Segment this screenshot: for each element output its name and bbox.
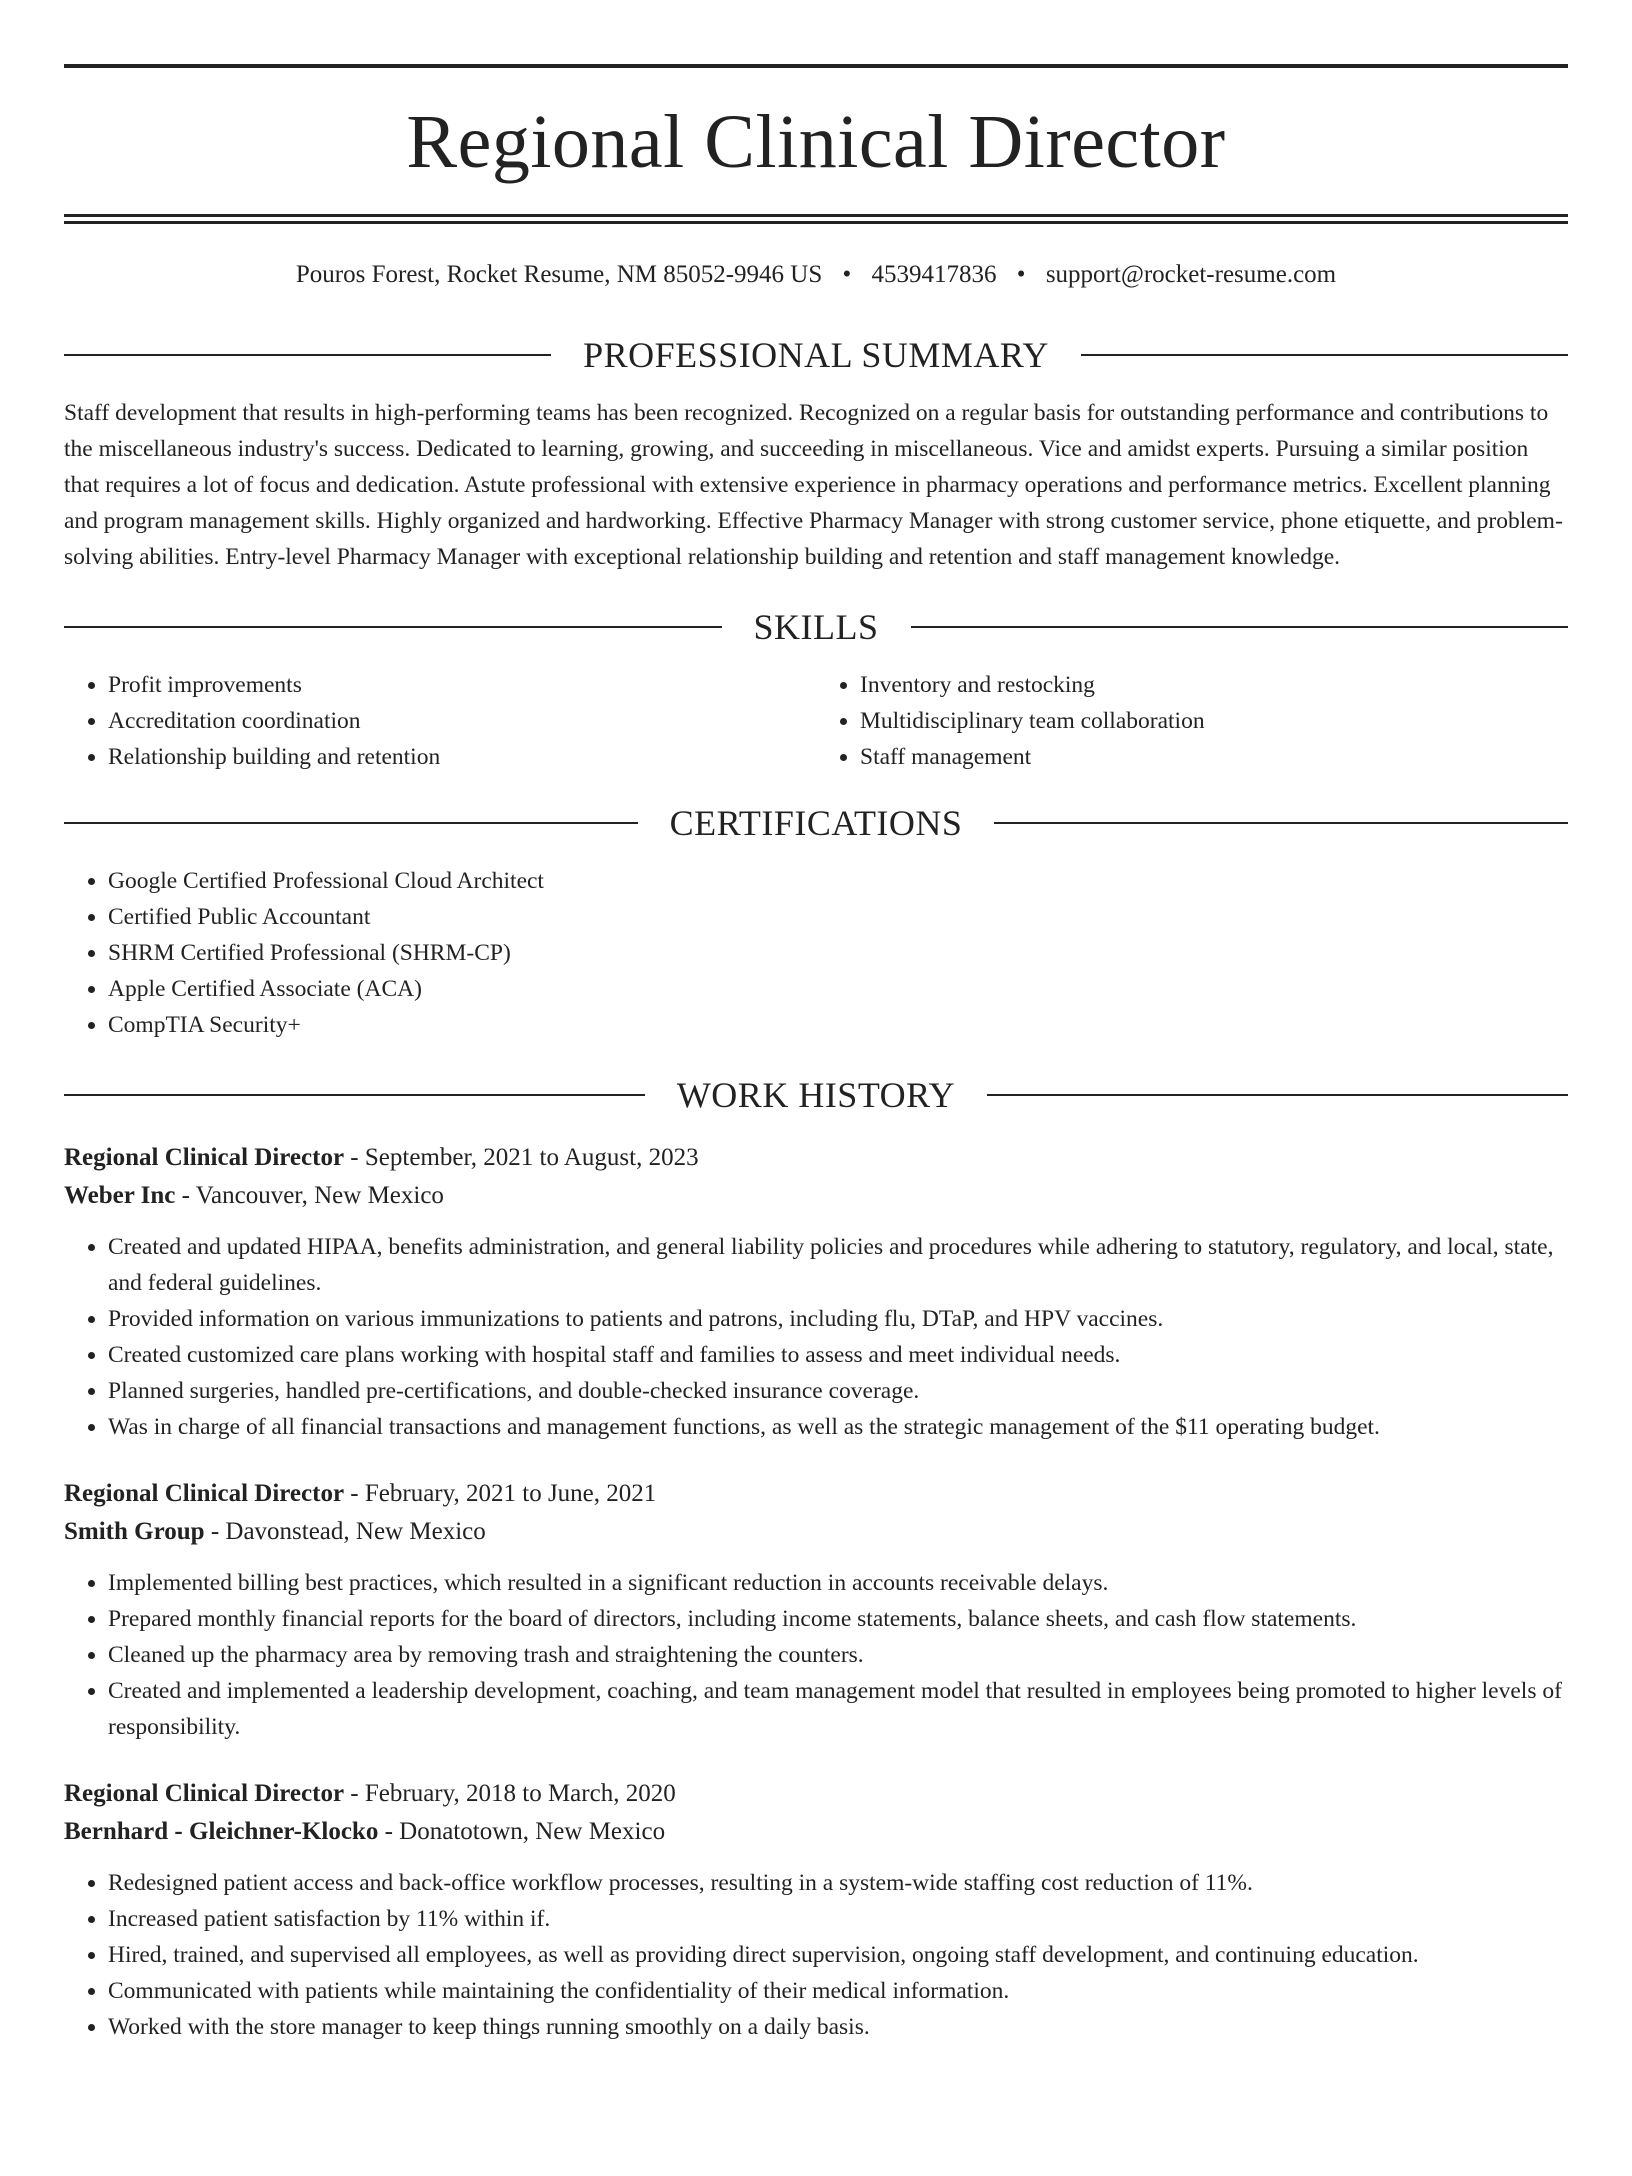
skills-list-left: [64, 667, 816, 775]
header-double-rule: [64, 214, 1568, 224]
heading-rule-right: [911, 626, 1569, 628]
job-bullet: • Planned surgeries, handled pre-certifications, and double-checked insurance coverage.: [108, 1373, 1568, 1409]
heading-rule-right: [994, 822, 1568, 824]
job-bullet: • Worked with the store manager to keep things running smoothly on a daily basis.: [108, 2009, 1568, 2045]
job-company: Weber Inc: [64, 1182, 176, 1209]
job-title-line: Regional Clinical Director - February, 2021 to June, 2021: [64, 1480, 657, 1507]
job-title: Regional Clinical Director: [64, 1480, 345, 1507]
job-title-line: Regional Clinical Director - February, 2018 to March, 2020: [64, 1780, 676, 1807]
certifications-heading: [64, 805, 1568, 841]
job-bullet: • Created and updated HIPAA, benefits administration, and general liability policies and procedures while adhering to statutory, regulatory, and local, state, and federal guidelines.: [108, 1229, 1568, 1301]
summary-heading: [64, 337, 1568, 373]
job-location: Vancouver, New Mexico: [195, 1182, 444, 1209]
work-history-heading-title: WORK HISTORY: [676, 1075, 956, 1115]
job-company-line: Smith Group - Davonstead, New Mexico: [64, 1518, 486, 1545]
heading-rule-right: [987, 1094, 1568, 1096]
job-bullet: • Provided information on various immunizations to patients and patrons, including flu, DTaP, and HPV vaccines.: [108, 1301, 1568, 1337]
certifications-list: [64, 863, 1568, 1043]
heading-rule-left: [64, 626, 722, 628]
heading-rule-left: [64, 1094, 645, 1096]
summary-text: Staff development that results in high-performing teams has been recognized. Recognized on a regular basis for outstanding performance and contributions to the miscellaneous industry's success. Dedicated to learning, growing, and succeeding in miscellaneous. Vice and amidst experts. Pursuing a similar position that requires a lot of focus and dedication. Astute professional with extensive experience in pharmacy operations and performance metrics. Excellent planning and program management skills. Highly organized and hardworking. Effective Pharmacy Manager with strong customer service, phone etiquette, and problem-solving abilities. Entry-level Pharmacy Manager with exceptional relationship building and retention and staff management knowledge.: [64, 400, 1563, 570]
job-bullet: • Was in charge of all financial transactions and management functions, as well as the strategic management of the $11 operating budget.: [108, 1409, 1568, 1445]
job-bullet: • Created and implemented a leadership development, coaching, and team management model that resulted in employees being promoted to higher levels of responsibility.: [108, 1673, 1568, 1745]
heading-rule-left: [64, 822, 638, 824]
certification-item: • Certified Public Accountant: [108, 899, 1568, 935]
job-bullets: [64, 1565, 1568, 1745]
skill-item: • Profit improvements: [108, 667, 816, 703]
job-bullet: • Hired, trained, and supervised all employees, as well as providing direct supervision, ongoing staff development, and continuing education.: [108, 1937, 1568, 1973]
certification-item: • SHRM Certified Professional (SHRM-CP): [108, 935, 1568, 971]
job-bullet: • Implemented billing best practices, which resulted in a significant reduction in accounts receivable delays.: [108, 1565, 1568, 1601]
job-bullet: • Created customized care plans working with hospital staff and families to assess and meet individual needs.: [108, 1337, 1568, 1373]
job-company-line: Bernhard - Gleichner-Klocko - Donatotown, New Mexico: [64, 1818, 666, 1845]
skill-item: • Inventory and restocking: [860, 667, 1568, 703]
contact-line: [64, 262, 1568, 287]
job-dates: February, 2021 to June, 2021: [364, 1480, 657, 1507]
job-bullets: [64, 1229, 1568, 1445]
skills-heading-title: SKILLS: [753, 607, 879, 647]
certification-item: • CompTIA Security+: [108, 1007, 1568, 1043]
skill-item: • Relationship building and retention: [108, 739, 816, 775]
skills-heading: [64, 609, 1568, 645]
job-dates: September, 2021 to August, 2023: [364, 1144, 699, 1171]
heading-rule-right: [1081, 354, 1568, 356]
job-bullet: • Cleaned up the pharmacy area by removing trash and straightening the counters.: [108, 1637, 1568, 1673]
job-location: Davonstead, New Mexico: [225, 1518, 486, 1545]
skills-grid: [64, 667, 1568, 775]
certifications-heading-title: CERTIFICATIONS: [669, 803, 963, 843]
job-bullets: [64, 1865, 1568, 2045]
job-entry: [64, 1139, 1568, 1445]
job-bullet: • Redesigned patient access and back-office workflow processes, resulting in a system-wide staffing cost reduction of 11%.: [108, 1865, 1568, 1901]
skills-list-right: [816, 667, 1568, 775]
job-bullet: • Communicated with patients while maintaining the confidentiality of their medical information.: [108, 1973, 1568, 2009]
skill-item: • Multidisciplinary team collaboration: [860, 703, 1568, 739]
skill-item: • Accreditation coordination: [108, 703, 816, 739]
job-entry: [64, 1775, 1568, 2045]
certification-item: • Google Certified Professional Cloud Architect: [108, 863, 1568, 899]
contact-phone: 4539417836: [871, 261, 997, 288]
job-title: Regional Clinical Director: [64, 1144, 345, 1171]
contact-separator: •: [1016, 261, 1026, 288]
job-entry: [64, 1475, 1568, 1745]
job-dates: February, 2018 to March, 2020: [364, 1780, 676, 1807]
resume-page: [0, 64, 1632, 2176]
work-history-heading: [64, 1077, 1568, 1113]
summary-heading-title: PROFESSIONAL SUMMARY: [583, 335, 1049, 375]
job-company: Smith Group: [64, 1518, 205, 1545]
resume-name: Regional Clinical Director: [406, 100, 1226, 184]
skill-item: • Staff management: [860, 739, 1568, 775]
contact-email: support@rocket-resume.com: [1045, 261, 1337, 288]
certification-item: • Apple Certified Associate (ACA): [108, 971, 1568, 1007]
job-bullet: • Increased patient satisfaction by 11% within if.: [108, 1901, 1568, 1937]
job-title-line: Regional Clinical Director - September, 2021 to August, 2023: [64, 1144, 699, 1171]
heading-rule-left: [64, 354, 551, 356]
job-title: Regional Clinical Director: [64, 1780, 345, 1807]
job-location: Donatotown, New Mexico: [399, 1818, 666, 1845]
top-rule: [64, 64, 1568, 68]
contact-address: Pouros Forest, Rocket Resume, NM 85052-9946 US: [295, 261, 823, 288]
job-company: Bernhard - Gleichner-Klocko: [64, 1818, 379, 1845]
job-bullet: • Prepared monthly financial reports for the board of directors, including income statements, balance sheets, and cash flow statements.: [108, 1601, 1568, 1637]
job-company-line: Weber Inc - Vancouver, New Mexico: [64, 1182, 444, 1209]
contact-separator: •: [842, 261, 852, 288]
